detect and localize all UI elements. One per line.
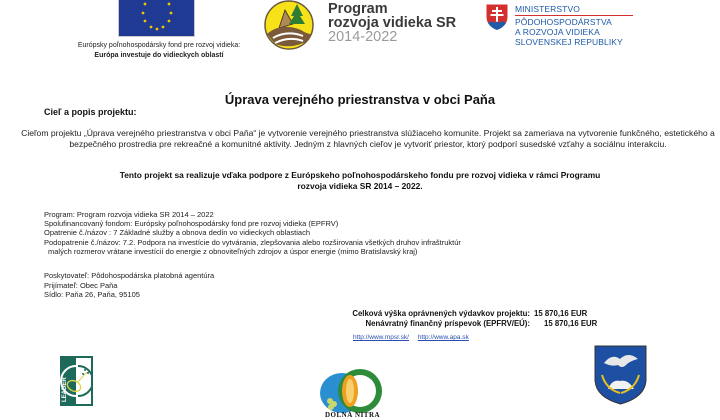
recipient-seat: Sídlo: Paňa 26, Paňa, 95105: [44, 290, 140, 299]
info-submeasure-cont: malých rozmerov vrátane investícií do energie z obnoviteľných zdrojov a úspor energie (mimo Bratislavský kraj): [48, 246, 418, 256]
project-costs: [270, 309, 597, 329]
page-title: Úprava verejného priestranstva v obci Paňa: [224, 92, 496, 107]
prv-years: 2014-2022: [328, 29, 398, 45]
ministry-line2: PÔDOHOSPODÁRSTVA: [515, 17, 612, 27]
svg-text:LEADER: LEADER: [62, 377, 68, 402]
total-cost-row: [270, 309, 597, 319]
dolna-nitra-text: DOLNÁ NITRA: [325, 411, 381, 419]
support-statement: [100, 170, 620, 192]
total-cost-value: 15 870,16 EUR: [534, 309, 588, 318]
recipient-name: Prijímateľ: Obec Paňa: [44, 280, 118, 290]
grant-row: [270, 319, 597, 329]
info-program: Program: Program rozvoja vidieka SR 2014 – 2022: [44, 210, 214, 219]
link-apa[interactable]: http://www.apa.sk: [417, 334, 469, 341]
grant-label: Nenávratný finančný príspevok (EPFRV/EÚ):: [365, 319, 530, 328]
links: [353, 334, 476, 341]
program-info: [44, 210, 461, 256]
grant-value: 15 870,16 EUR: [544, 319, 598, 328]
prv-emblem-icon: [263, 0, 315, 50]
leader-logo-icon: [60, 356, 93, 406]
ministry-line3: A ROZVOJA VIDIEKA: [515, 27, 600, 37]
support-line2: rozvoja vidieka SR 2014 – 2022.: [297, 181, 423, 191]
slovak-coat-of-arms-icon: [485, 3, 509, 31]
info-cofinanced: Spolufinancovaný fondom: Európsky poľnohospodársky fond pre rozvoj vidieka (EPFRV): [44, 219, 339, 229]
ministry-line4: SLOVENSKEJ REPUBLIKY: [515, 37, 623, 47]
pana-coat-of-arms-icon: [594, 345, 647, 405]
ministry-logo-text: [515, 4, 633, 47]
ministry-line1: MINISTERSTVO: [515, 4, 633, 16]
provider-name: Poskytovateľ: Pôdohospodárska platobná agentúra: [44, 271, 215, 280]
link-mpsr[interactable]: http://www.mpsr.sk/: [353, 334, 409, 341]
eu-flag-icon: [118, 0, 195, 37]
eu-caption: [30, 41, 288, 61]
project-description: Cieľom projektu „Úprava verejného priestranstva v obci Paňa“ je vytvorenie verejného priestranstva slúžiaceho komunite. Projekt sa zameriava na vytvorenie funkčného, estetického a bezpečného prostredia pre rekreačné a komunitné aktivity. Jedným z hlavných cieľov je vytvoriť priestor, ktorý podporí susedské vzťahy a sociálnu interakciu.: [21, 128, 715, 149]
info-submeasure: Podopatrenie č./názov: 7.2. Podpora na investície do vytvárania, zlepšovania alebo rozširovania všetkých druhov infraštruktúr: [44, 237, 461, 247]
info-measure: Opatrenie č./názov : 7 Základné služby a obnova dedín vo vidieckych oblastiach: [44, 228, 310, 238]
section-heading: Cieľ a popis projektu:: [44, 107, 137, 117]
prv-line2: rozvoja vidieka SR: [328, 15, 457, 31]
prv-logo-text: [328, 2, 456, 44]
provider-info: [44, 271, 214, 300]
total-cost-label: Celková výška oprávnených výdavkov projektu:: [352, 309, 530, 318]
eu-caption-line1: Európsky poľnohospodársky fond pre rozvoj vidieka:: [77, 42, 241, 49]
support-line1: Tento projekt sa realizuje vďaka podpore z Európskeho poľnohospodárskeho fondu pre rozvoj vidieka v rámci Programu: [119, 170, 601, 180]
eu-caption-line2: Európa investuje do vidieckych oblastí: [94, 52, 224, 59]
prv-line1: Program: [328, 1, 388, 17]
